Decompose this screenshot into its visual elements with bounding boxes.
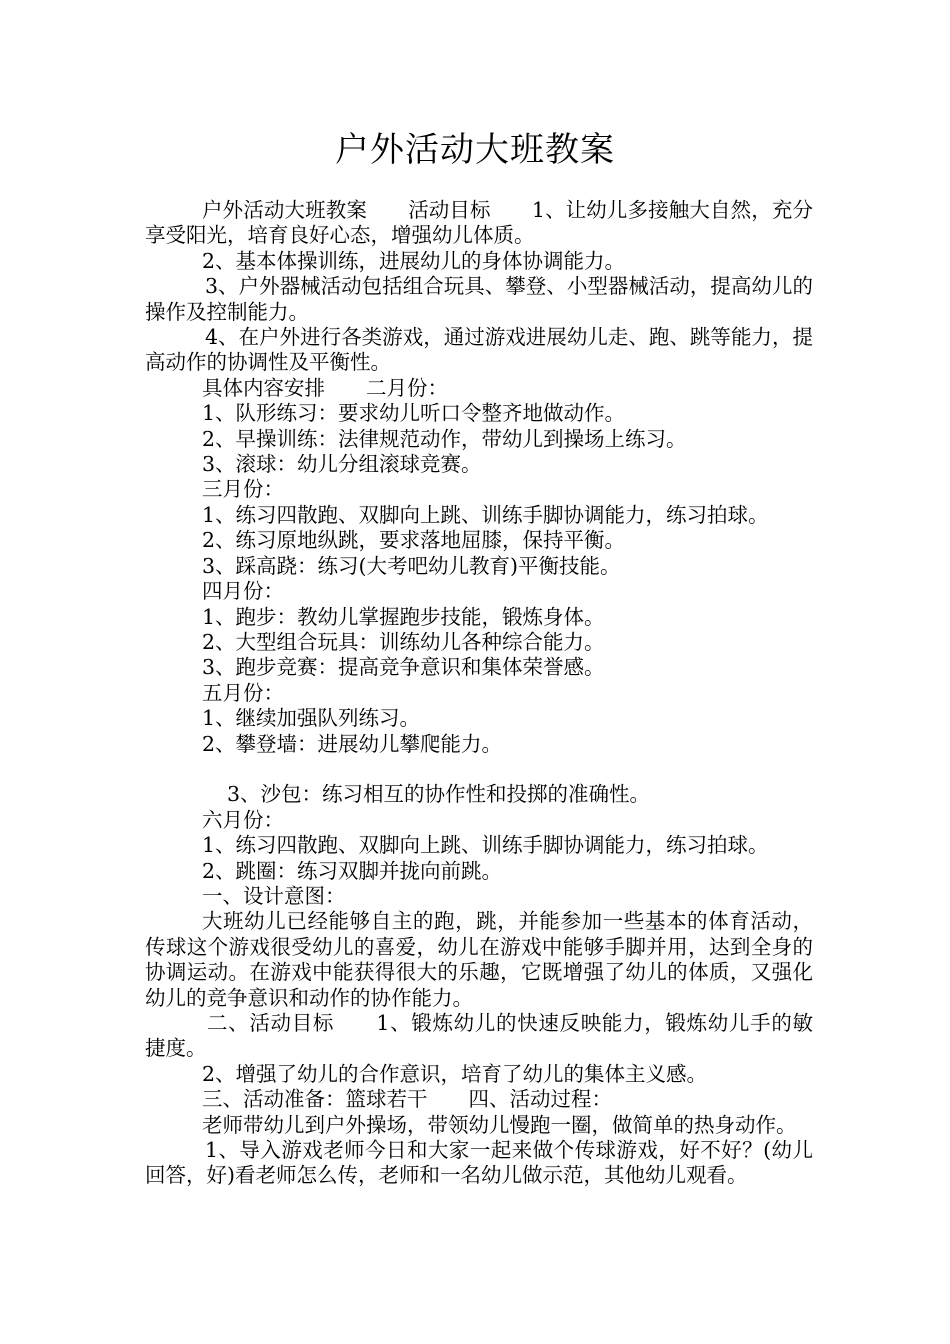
paragraph-preparation: 三、活动准备：篮球若干 四、活动过程： xyxy=(202,1087,612,1112)
section-heading-design: 一、设计意图： xyxy=(202,883,346,908)
list-item: 2、攀登墙：进展幼儿攀爬能力。 xyxy=(202,731,503,756)
paragraph-goal-cooperation: 2、增强了幼儿的合作意识，培育了幼儿的集体主义感。 xyxy=(202,1061,708,1086)
paragraph-intro: 户外活动大班教案 活动目标 1、让幼儿多接触大自然，充分享受阳光，培育良好心态，增强幼儿体质。 xyxy=(145,198,813,248)
list-item: 3、踩高跷：练习(大考吧幼儿教育)平衡技能。 xyxy=(202,553,621,578)
list-item: 2、早操训练：法律规范动作，带幼儿到操场上练习。 xyxy=(202,426,687,451)
paragraph-activity-goals: 二、活动目标 1、锻炼幼儿的快速反映能力，锻炼幼儿手的敏捷度。 xyxy=(145,1010,813,1061)
list-item: 1、练习四散跑、双脚向上跳、训练手脚协调能力，练习拍球。 xyxy=(202,833,769,858)
paragraph-goal-2: 2、基本体操训练，进展幼儿的身体协调能力。 xyxy=(202,248,626,273)
list-item: 1、跑步：教幼儿掌握跑步技能，锻炼身体。 xyxy=(202,604,605,629)
paragraph-schedule-heading: 具体内容安排 二月份： xyxy=(202,375,448,400)
month-heading-may: 五月份： xyxy=(202,680,284,705)
list-item: 2、跳圈：练习双脚并拢向前跳。 xyxy=(202,858,503,883)
document-body xyxy=(145,198,813,1189)
month-heading-april: 四月份： xyxy=(202,579,284,604)
list-item: 3、跑步竞赛：提高竞争意识和集体荣誉感。 xyxy=(202,655,605,680)
list-item: 2、大型组合玩具：训练幼儿各种综合能力。 xyxy=(202,629,605,654)
paragraph-game-intro: 1、导入游戏老师今日和大家一起来做个传球游戏，好不好？(幼儿回答，好)看老师怎么传，老师和一名幼儿做示范，其他幼儿观看。 xyxy=(145,1138,813,1188)
list-item: 3、沙包：练习相互的协作性和投掷的准确性。 xyxy=(227,782,651,807)
blank-line xyxy=(145,757,813,782)
paragraph-design-intent: 大班幼儿已经能够自主的跑，跳，并能参加一些基本的体育活动，传球这个游戏很受幼儿的喜爱，幼儿在游戏中能够手脚并用，达到全身的协调运动。在游戏中能获得很大的乐趣，它既增强了幼儿的体质，又强化幼儿的竞争意识和动作的协作能力。 xyxy=(145,909,813,1010)
paragraph-warmup: 老师带幼儿到户外操场，带领幼儿慢跑一圈，做简单的热身动作。 xyxy=(202,1112,797,1137)
paragraph-goal-4: 4、在户外进行各类游戏，通过游戏进展幼儿走、跑、跳等能力，提高动作的协调性及平衡性。 xyxy=(145,325,813,375)
list-item: 3、滚球：幼儿分组滚球竞赛。 xyxy=(202,452,482,477)
document-title: 户外活动大班教案 xyxy=(335,130,615,170)
month-heading-june: 六月份： xyxy=(202,807,284,832)
list-item: 1、继续加强队列练习。 xyxy=(202,706,421,731)
month-heading-march: 三月份： xyxy=(202,477,284,502)
list-item: 2、练习原地纵跳，要求落地屈膝，保持平衡。 xyxy=(202,528,626,553)
list-item: 1、队形练习：要求幼儿听口令整齐地做动作。 xyxy=(202,401,626,426)
paragraph-goal-3: 3、户外器械活动包括组合玩具、攀登、小型器械活动，提高幼儿的操作及控制能力。 xyxy=(145,274,813,324)
list-item: 1、练习四散跑、双脚向上跳、训练手脚协调能力，练习拍球。 xyxy=(202,502,769,527)
